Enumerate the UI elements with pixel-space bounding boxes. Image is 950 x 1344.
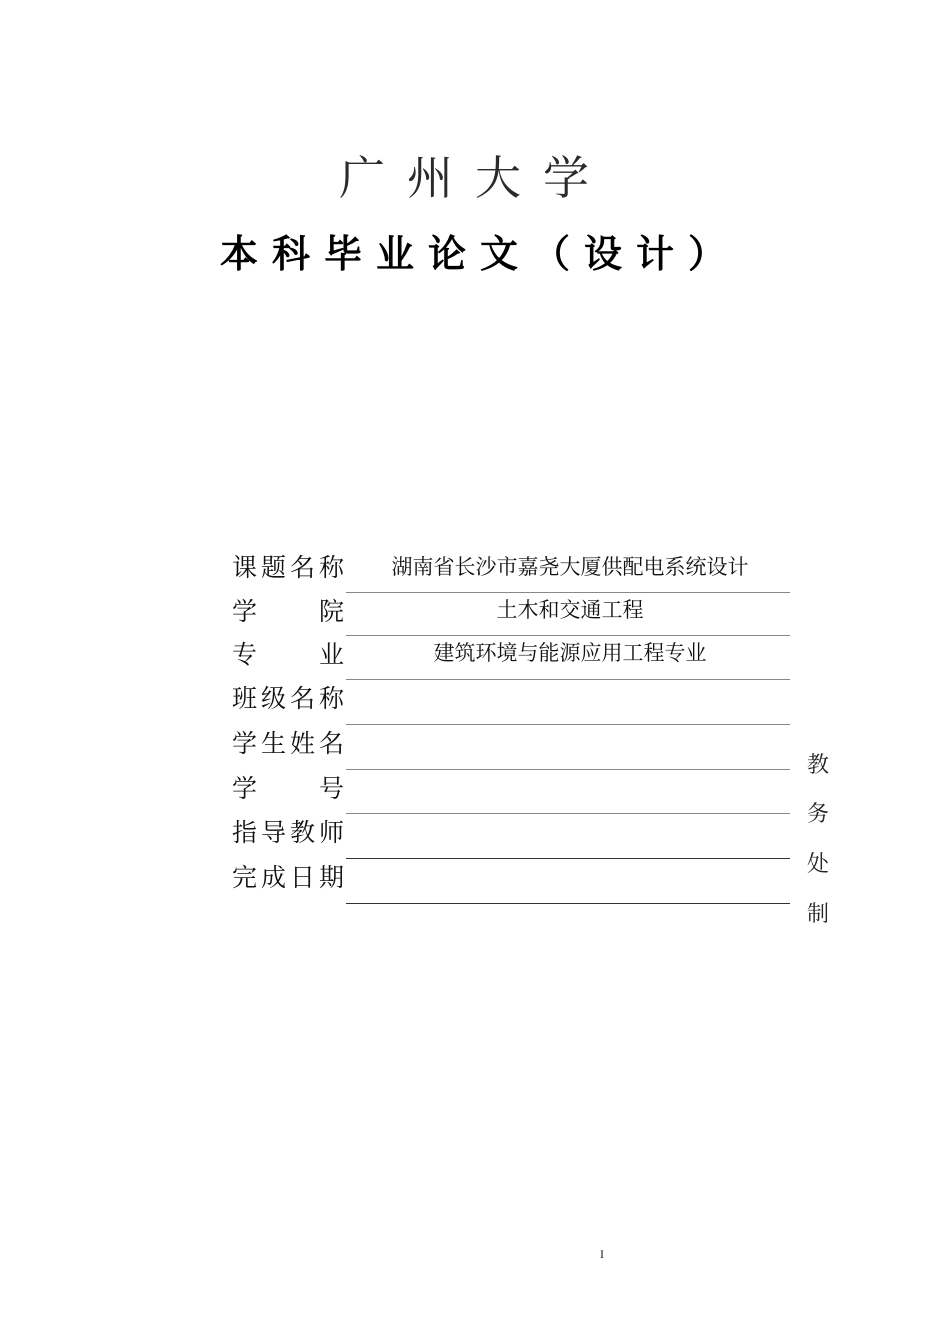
label-topic: 课 题 名 称: [232, 553, 344, 582]
underline-topic: [346, 592, 790, 593]
document-title: 本科毕业论文（设计）: [220, 232, 741, 276]
side-note-char: 教: [807, 753, 830, 778]
label-student-id: 学 号: [232, 774, 344, 803]
side-note-char: 务: [807, 802, 830, 827]
label-completion-date: 完 成 日 期: [232, 863, 344, 892]
underline-student-id: [346, 813, 790, 814]
label-student-name: 学 生 姓 名: [232, 729, 344, 758]
side-note-char: 处: [807, 852, 830, 877]
underline-major: [346, 679, 790, 680]
underline-college: [346, 635, 790, 636]
label-college: 学 院: [232, 597, 344, 626]
underline-completion-date: [346, 903, 790, 904]
page-number: I: [600, 1247, 604, 1261]
side-note-char: 制: [807, 902, 830, 927]
university-name: 广州大学: [339, 151, 611, 205]
value-college: 土木和交通工程: [496, 598, 644, 622]
underline-student-name: [346, 769, 790, 770]
label-major: 专 业: [232, 640, 344, 669]
underline-class: [346, 724, 790, 725]
value-topic: 湖南省长沙市嘉尧大厦供配电系统设计: [391, 555, 749, 579]
underline-advisor: [346, 858, 790, 859]
label-class: 班 级 名 称: [232, 684, 344, 713]
value-major: 建筑环境与能源应用工程专业: [433, 641, 707, 665]
label-advisor: 指 导 教 师: [232, 818, 344, 847]
